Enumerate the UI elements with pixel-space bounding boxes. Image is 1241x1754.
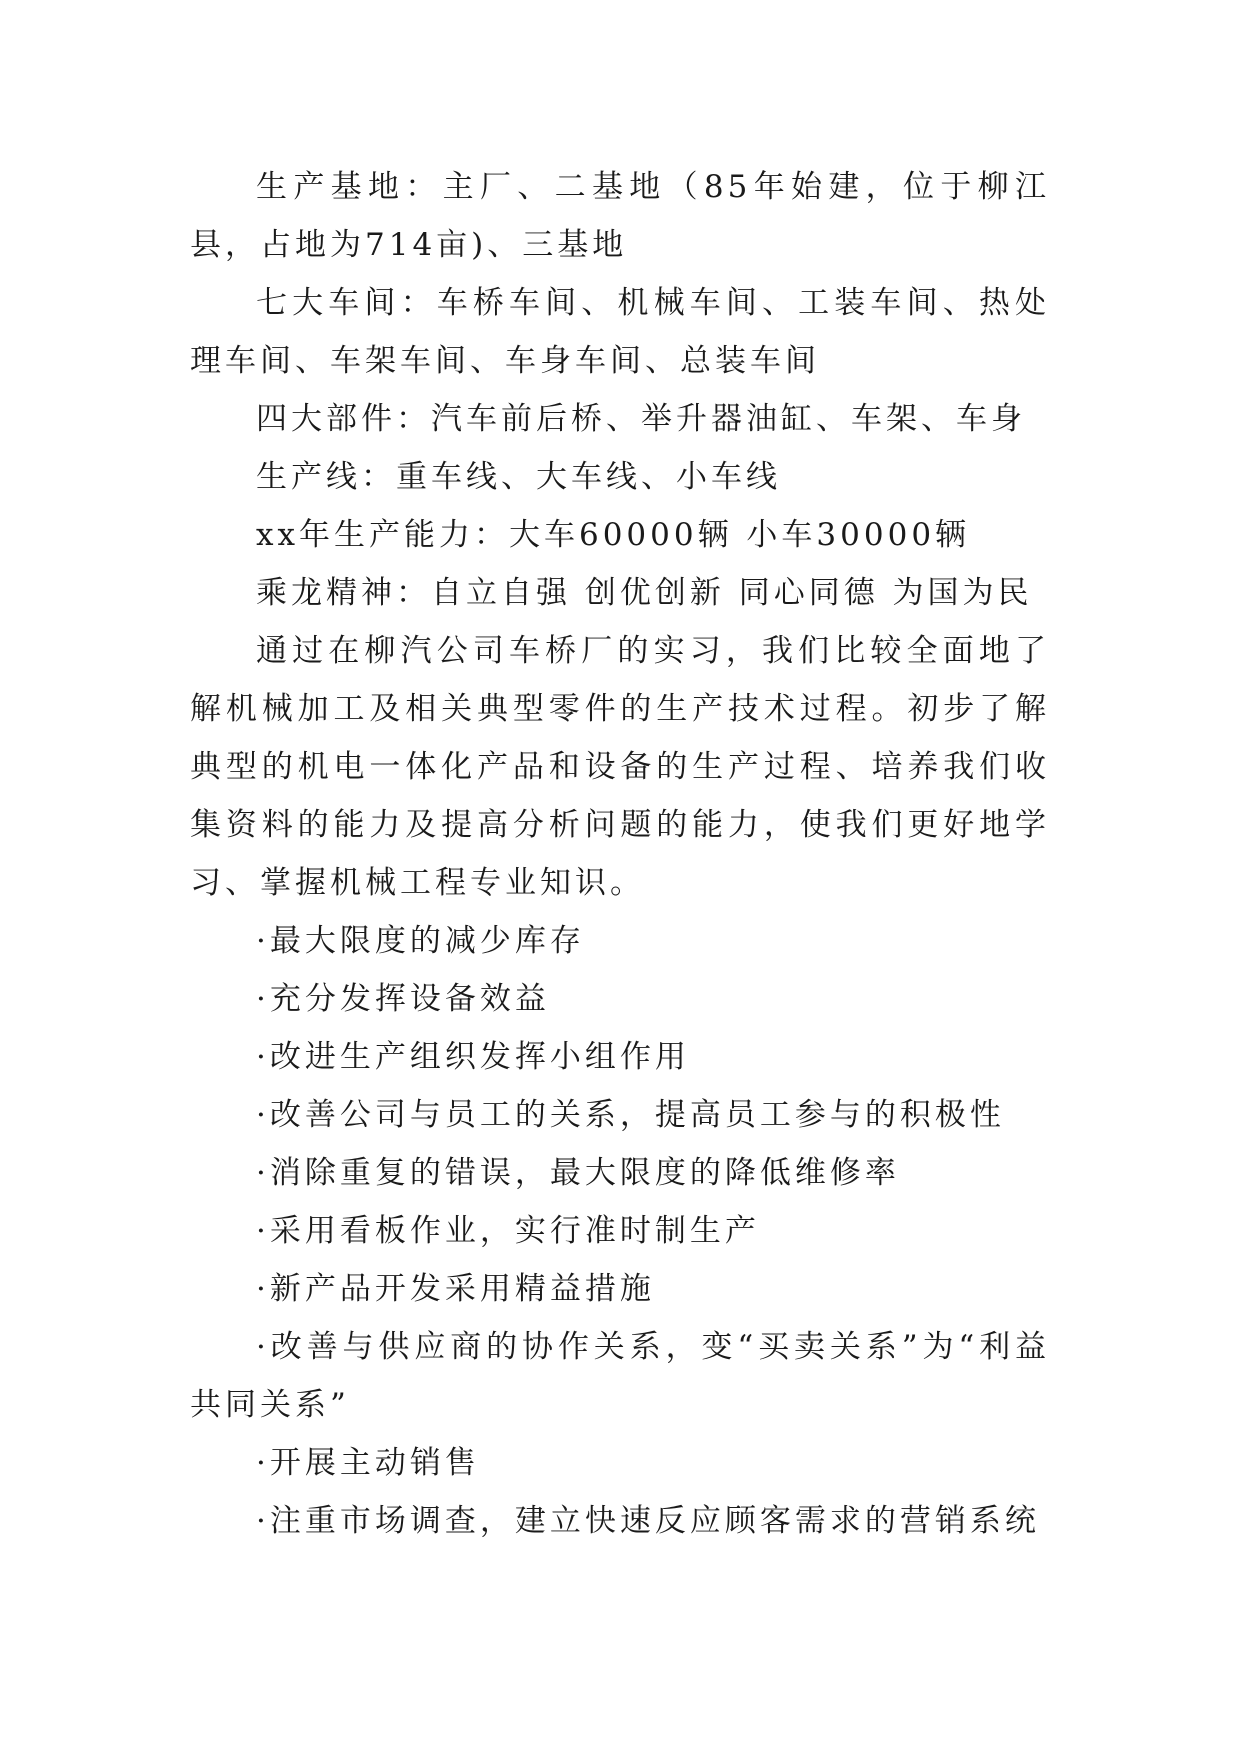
list-item: ·新产品开发采用精益措施 <box>256 1271 655 1307</box>
paragraph-seven-workshops: 七大车间：车桥车间、机械车间、工装车间、热处理车间、车架车间、车身车间、总装车间 <box>190 285 1050 379</box>
paragraph-production-bases: 生产基地：主厂、二基地（85年始建，位于柳江县，占地为714亩)、三基地 <box>190 169 1050 263</box>
paragraph-four-components: 四大部件：汽车前后桥、举升器油缸、车架、车身 <box>256 401 1026 437</box>
list-item: ·改善与供应商的协作关系，变“买卖关系”为“利益共同关系” <box>190 1329 1050 1423</box>
list-item: ·最大限度的减少库存 <box>256 923 585 959</box>
paragraph-internship-summary: 通过在柳汽公司车桥厂的实习，我们比较全面地了解机械加工及相关典型零件的生产技术过程。初步了解典型的机电一体化产品和设备的生产过程、培养我们收集资料的能力及提高分析问题的能力，使我们更好地学习、掌握机械工程专业知识。 <box>190 633 1050 901</box>
list-item: ·改善公司与员工的关系，提高员工参与的积极性 <box>256 1097 1005 1133</box>
list-item: ·注重市场调查，建立快速反应顾客需求的营销系统 <box>256 1503 1040 1539</box>
list-item: ·消除重复的错误，最大限度的降低维修率 <box>256 1155 900 1191</box>
list-item: ·开展主动销售 <box>256 1445 480 1481</box>
list-item: ·采用看板作业，实行准时制生产 <box>256 1213 760 1249</box>
paragraph-production-capacity: xx年生产能力：大车60000辆 小车30000辆 <box>256 517 971 553</box>
document-body <box>190 158 1050 1550</box>
paragraph-chenglong-spirit: 乘龙精神：自立自强 创优创新 同心同德 为国为民 <box>256 575 1033 611</box>
list-item: ·改进生产组织发挥小组作用 <box>256 1039 690 1075</box>
paragraph-production-lines: 生产线：重车线、大车线、小车线 <box>256 459 781 495</box>
list-item: ·充分发挥设备效益 <box>256 981 550 1017</box>
